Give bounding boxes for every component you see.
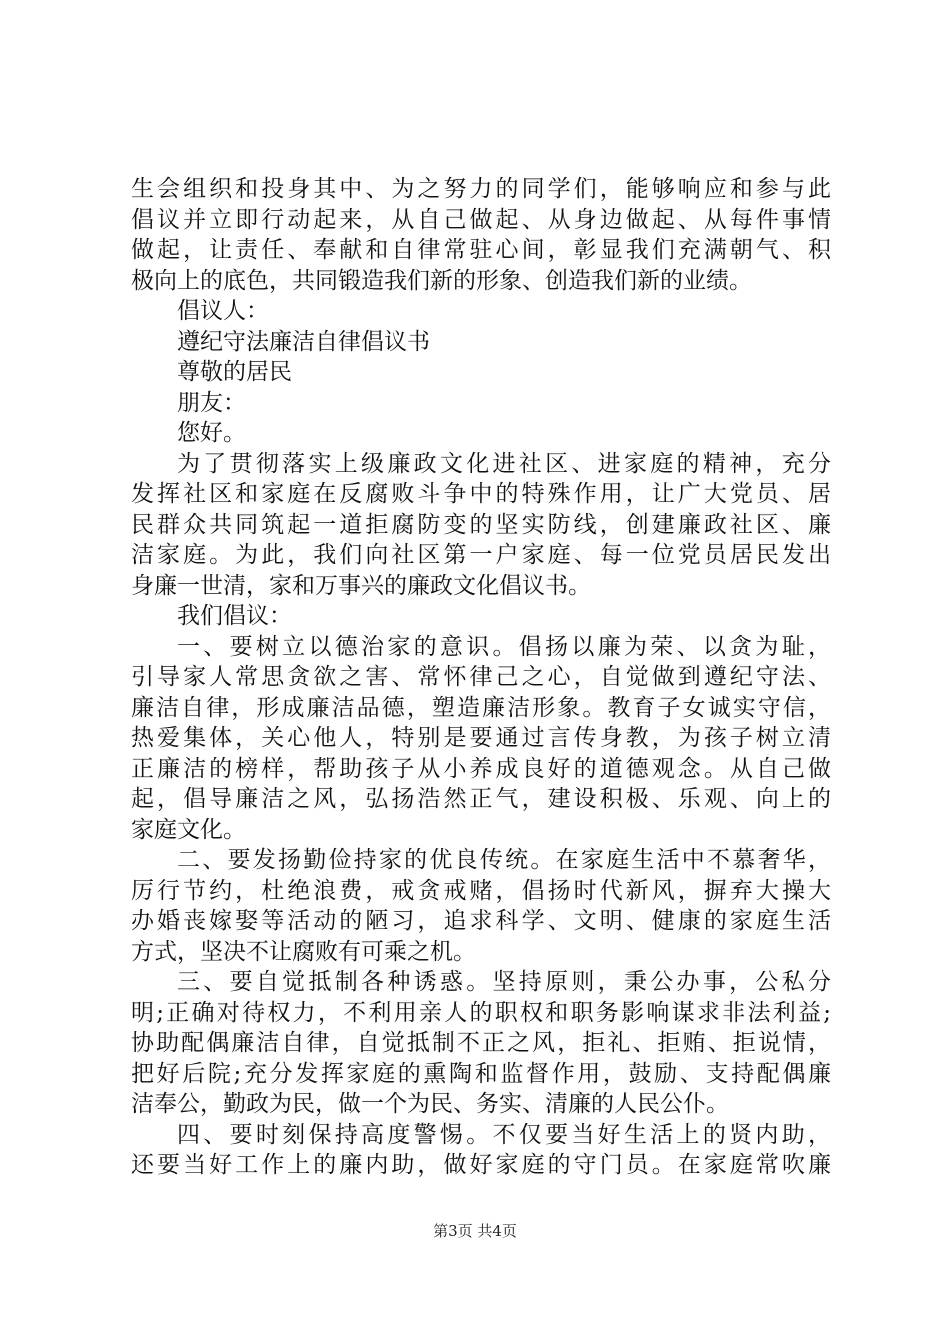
text-line: 您好。: [177, 420, 246, 446]
text-line: 身廉一世清，家和万事兴的廉政文化倡议书。: [131, 572, 591, 599]
text-line: 倡议并立即行动起来，从自己做起、从身边做起、从每件事情: [131, 206, 831, 233]
text-line: 二、要发扬勤俭持家的优良传统。在家庭生活中不慕奢华，: [177, 847, 831, 873]
text-line: 洁家庭。为此，我们向社区第一户家庭、每一位党员居民发出: [131, 542, 831, 568]
text-line: 协助配偶廉洁自律，自觉抵制不正之风，拒礼、拒贿、拒说情，: [131, 1030, 831, 1056]
text-line: 家庭文化。: [131, 816, 246, 843]
text-line: 我们倡议：: [177, 603, 292, 629]
text-line: 方式，坚决不让腐败有可乘之机。: [131, 938, 476, 965]
text-line: 办婚丧嫁娶等活动的陋习，追求科学、文明、健康的家庭生活: [131, 908, 831, 934]
text-line: 倡议人：: [177, 298, 269, 324]
text-line: 遵纪守法廉洁自律倡议书: [177, 328, 430, 355]
text-line: 引导家人常思贪欲之害、常怀律己之心，自觉做到遵纪守法、: [131, 664, 831, 690]
text-line: 把好后院;充分发挥家庭的熏陶和监督作用，鼓励、支持配偶廉: [131, 1060, 831, 1087]
text-line: 厉行节约，杜绝浪费，戒贪戒赌，倡扬时代新风，摒弃大操大: [131, 877, 831, 904]
text-line: 三、要自觉抵制各种诱惑。坚持原则，秉公办事，公私分: [177, 969, 831, 995]
text-line: 还要当好工作上的廉内助，做好家庭的守门员。在家庭常吹廉: [131, 1152, 831, 1178]
text-line: 生会组织和投身其中、为之努力的同学们，能够响应和参与此: [131, 176, 831, 202]
text-line: 热爱集体，关心他人，特别是要通过言传身教，为孩子树立清: [131, 725, 831, 751]
text-line: 做起，让责任、奉献和自律常驻心间，彰显我们充满朝气、积: [131, 237, 831, 263]
text-line: 正廉洁的榜样，帮助孩子从小养成良好的道德观念。从自己做: [131, 755, 831, 782]
text-line: 四、要时刻保持高度警惕。不仅要当好生活上的贤内助，: [177, 1121, 831, 1148]
document-body: [131, 174, 831, 1181]
text-line: 为了贯彻落实上级廉政文化进社区、进家庭的精神，充分: [177, 450, 831, 477]
text-line: 极向上的底色，共同锻造我们新的形象、创造我们新的业绩。: [131, 267, 752, 294]
text-line: 明;正确对待权力，不利用亲人的职权和职务影响谋求非法利益;: [131, 999, 831, 1026]
text-line: 廉洁自律，形成廉洁品德，塑造廉洁形象。教育子女诚实守信，: [131, 694, 831, 721]
text-line: 民群众共同筑起一道拒腐防变的坚实防线，创建廉政社区、廉: [131, 511, 831, 538]
text-line: 一、要树立以德治家的意识。倡扬以廉为荣、以贪为耻，: [177, 633, 831, 660]
page-footer: 第3页 共4页: [433, 1222, 517, 1240]
text-line: 发挥社区和家庭在反腐败斗争中的特殊作用，让广大党员、居: [131, 481, 831, 507]
text-line: 朋友：: [177, 389, 246, 416]
text-line: 洁奉公，勤政为民，做一个为民、务实、清廉的人民公仆。: [131, 1091, 729, 1117]
text-line: 尊敬的居民: [177, 359, 292, 385]
text-line: 起，倡导廉洁之风，弘扬浩然正气，建设积极、乐观、向上的: [131, 786, 831, 812]
